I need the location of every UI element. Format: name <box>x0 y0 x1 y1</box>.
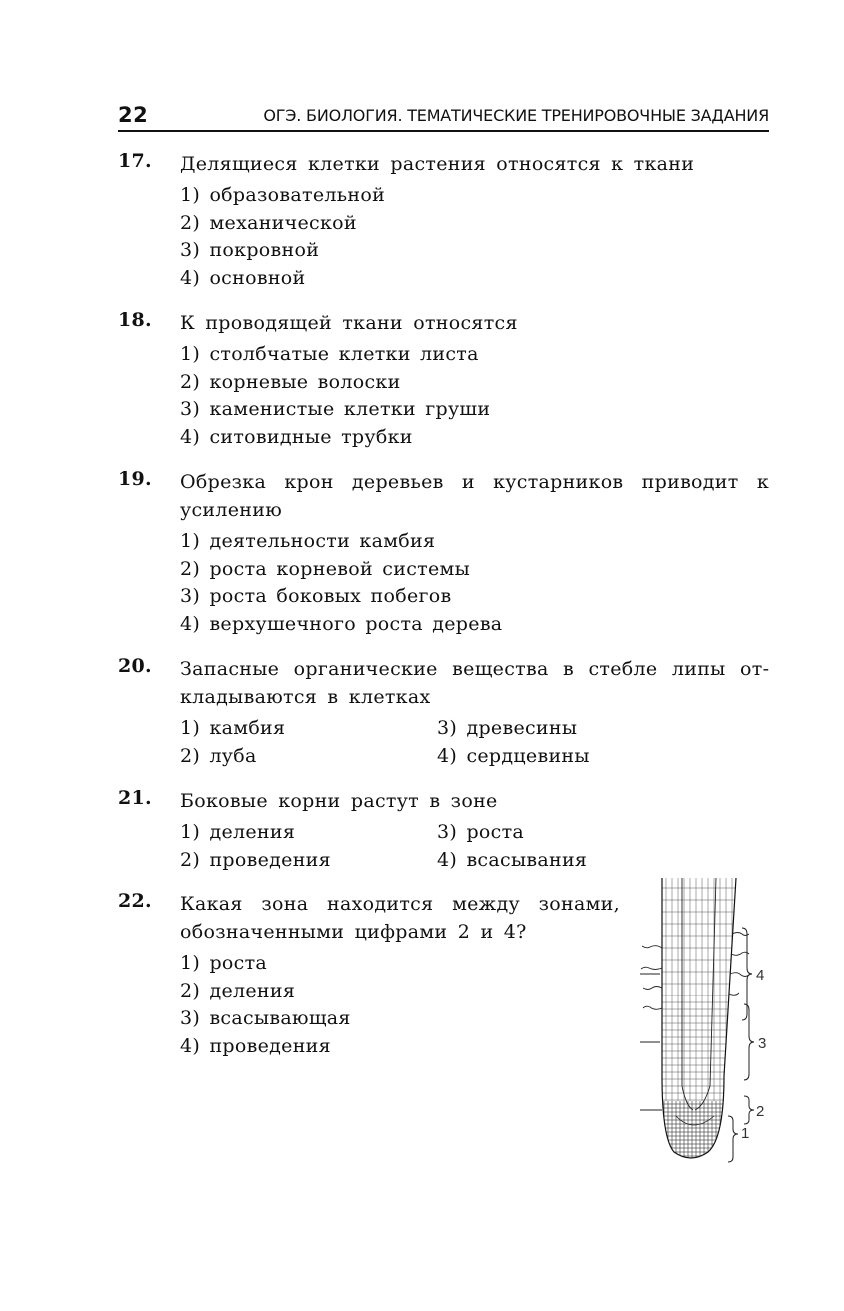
question-number: 22. <box>118 890 152 912</box>
answer-option: 4) верхушечного роста дерева <box>180 612 503 635</box>
question-number: 20. <box>118 655 152 677</box>
question-text: Боковые корни растут в зоне <box>180 790 498 812</box>
answer-option: 2) луба <box>180 744 257 767</box>
answer-option: 1) деления <box>180 821 296 843</box>
question-number: 19. <box>118 468 152 490</box>
answer-options <box>180 182 769 292</box>
answer-option: 3) покровной <box>180 239 320 261</box>
zone-label-2: 2 <box>756 1103 765 1120</box>
zone-label-3: 3 <box>758 1035 767 1052</box>
answer-option: 2) деления <box>180 979 296 1002</box>
question-number: 18. <box>118 309 152 331</box>
answer-option: 1) столбчатые клетки листа <box>180 343 479 365</box>
answer-options <box>180 715 769 770</box>
question-text: Какая зона находится между зонами, обозначенными цифрами 2 и 4? <box>180 893 620 943</box>
question-text: Запасные органические вещества в стебле липы откладываются в клетках <box>180 658 769 708</box>
answer-option: 4) основной <box>180 266 306 289</box>
answer-option: 2) механической <box>180 211 357 234</box>
answer-option: 4) проведения <box>180 1034 331 1057</box>
zone-label-1: 1 <box>741 1125 750 1142</box>
answer-option: 4) сердцевины <box>437 744 590 767</box>
answer-option: 3) каменистые клетки груши <box>180 398 491 420</box>
question-21 <box>118 787 769 874</box>
answer-option: 1) роста <box>180 952 268 974</box>
zone-label-4: 4 <box>756 967 765 984</box>
answer-option: 3) роста <box>437 821 525 843</box>
root-tip-diagram <box>636 876 776 1166</box>
answer-option: 2) корневые волоски <box>180 370 401 393</box>
question-text: Обрезка крон деревьев и кустарников приводит к усилению <box>180 471 769 521</box>
answer-option: 1) камбия <box>180 717 286 739</box>
answer-option: 2) роста корневой системы <box>180 557 470 580</box>
question-19 <box>118 468 769 638</box>
answer-option: 4) ситовидные трубки <box>180 425 413 448</box>
answer-option: 3) роста боковых побегов <box>180 585 452 607</box>
zone-pointer-lines <box>640 974 662 1110</box>
answer-option: 3) древесины <box>437 717 578 739</box>
zone-labels <box>741 967 766 1142</box>
answer-options <box>180 819 769 874</box>
answer-options <box>180 528 769 638</box>
question-number: 17. <box>118 150 152 172</box>
answer-option: 2) проведения <box>180 848 331 871</box>
question-18 <box>118 309 769 451</box>
page-header <box>118 100 769 132</box>
answer-option: 4) всасывания <box>437 848 588 871</box>
question-20 <box>118 655 769 770</box>
question-17 <box>118 150 769 292</box>
answer-option: 3) всасывающая <box>180 1007 351 1029</box>
question-text: К проводящей ткани относятся <box>180 312 518 334</box>
running-title: ОГЭ. БИОЛОГИЯ. ТЕМАТИЧЕСКИЕ ТРЕНИРОВОЧНЫЕ ЗАДАНИЯ <box>263 106 769 125</box>
answer-options <box>180 341 769 451</box>
question-text: Делящиеся клетки растения относятся к ткани <box>180 153 695 175</box>
question-number: 21. <box>118 787 152 809</box>
answer-option: 1) деятельности камбия <box>180 530 436 552</box>
page-number: 22 <box>118 103 149 127</box>
answer-option: 1) образовательной <box>180 184 386 206</box>
